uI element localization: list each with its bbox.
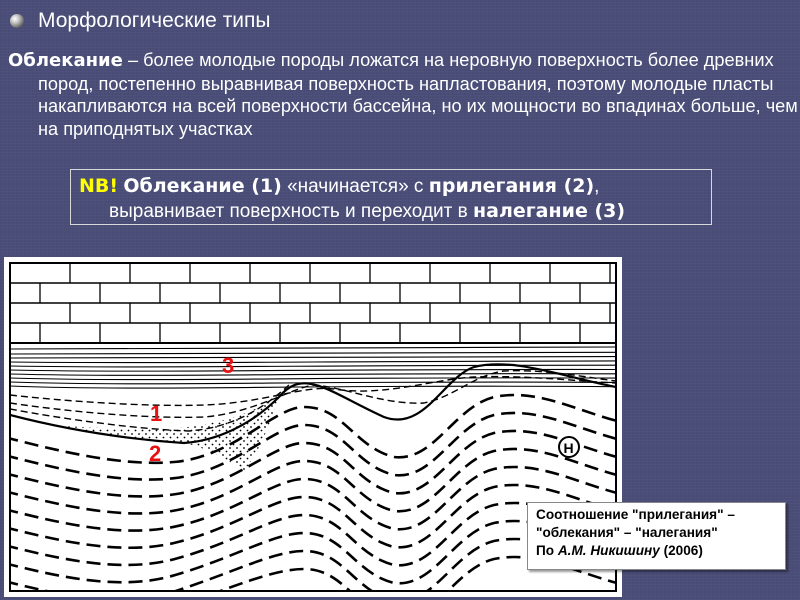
stratum-line xyxy=(10,386,616,388)
label-2: 2 xyxy=(149,441,162,466)
caption-line-1: Соотношение "прилегания" – xyxy=(536,507,735,522)
definition-text: более молодые породы ложатся на неровную поверхность более древних пород, постепенно выравнивая поверхность напластования, поэтому молодые пласты накапливаются на всей поверхности бассейна, но их мощности во впадинах больше, чем на приподнятых участках xyxy=(38,50,798,139)
drape-layer xyxy=(10,377,616,406)
caption-line-3 xyxy=(536,542,785,560)
definition-paragraph xyxy=(8,49,800,140)
source-caption xyxy=(527,502,786,570)
stratum-line xyxy=(10,361,616,363)
nb-term-overlap: налегание (3) xyxy=(473,200,626,222)
stratum-line xyxy=(10,378,616,380)
caption-author: А.М. Никишину xyxy=(557,543,660,558)
stratum-line xyxy=(10,352,616,354)
caption-line-2: "облекания" – "налегания" xyxy=(536,525,718,540)
nb-line-2 xyxy=(79,199,703,224)
stratum-line xyxy=(10,347,616,349)
nb-text-levels: выравнивает поверхность и переходит в xyxy=(109,201,473,222)
stratum-line xyxy=(10,374,616,376)
label-3: 3 xyxy=(222,353,235,378)
stratum-line xyxy=(10,357,616,359)
nb-note-box xyxy=(70,169,712,225)
caption-suffix: (2006) xyxy=(659,543,703,558)
label-1: 1 xyxy=(150,401,163,426)
definition-dash: – xyxy=(122,50,144,70)
nb-line-1 xyxy=(79,174,703,199)
label-h: Н xyxy=(563,440,574,456)
slide-heading: Морфологические типы xyxy=(38,9,271,32)
nb-comma: , xyxy=(594,176,600,197)
nb-text-starts: «начинается» с xyxy=(281,176,429,197)
definition-term: Облекание xyxy=(8,50,123,71)
nb-term-onlap: прилегания (2) xyxy=(428,175,595,197)
nb-mark: NB! xyxy=(79,175,119,197)
bullet-icon xyxy=(10,14,24,28)
nb-term-drape: Облекание (1) xyxy=(123,175,282,197)
folded-layer xyxy=(4,413,622,480)
caption-prefix: По xyxy=(536,543,558,558)
